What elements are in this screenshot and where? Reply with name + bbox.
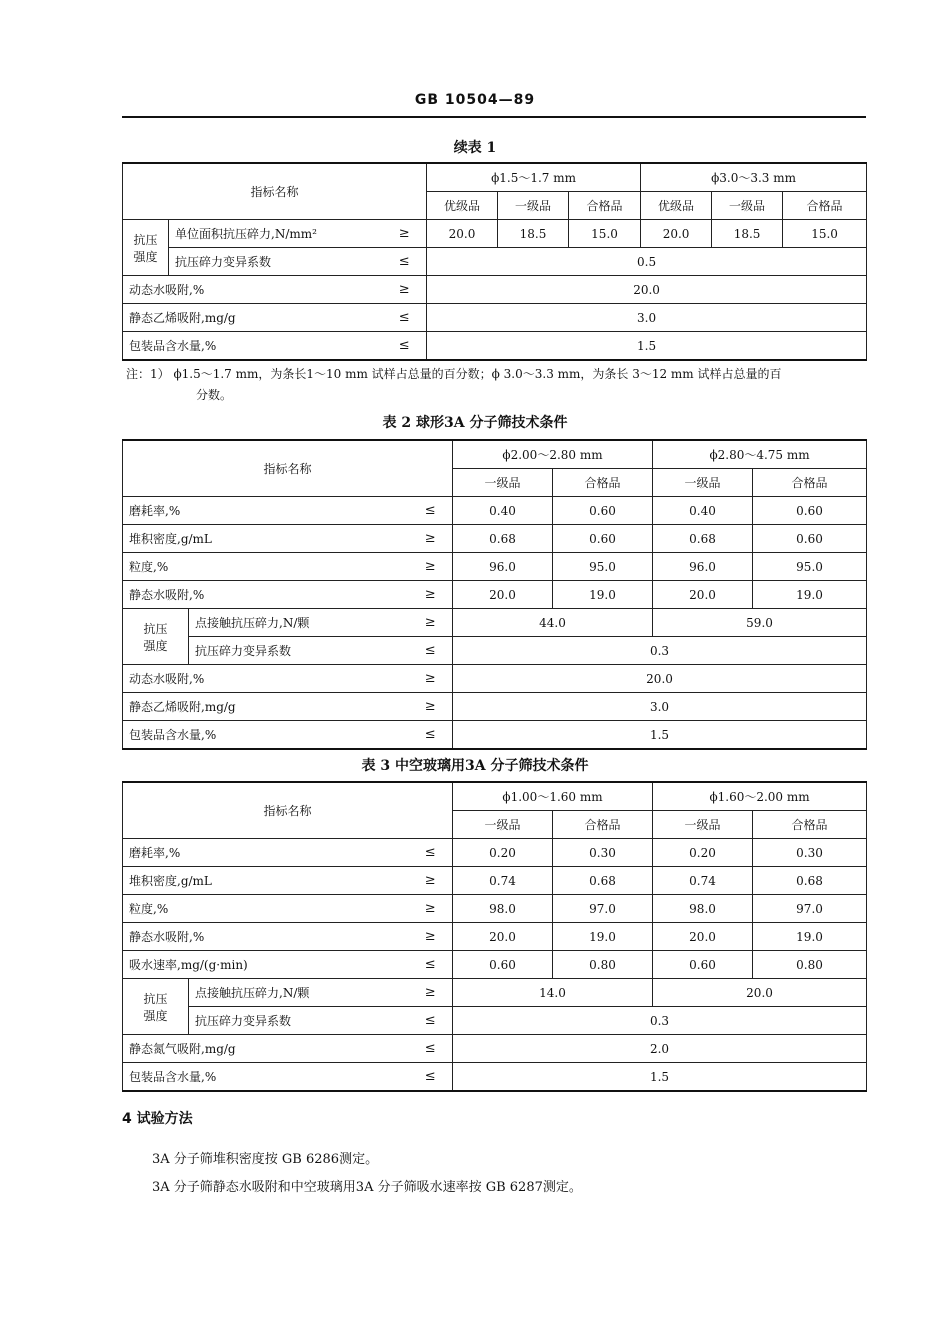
- cell-value: 20.0: [453, 665, 867, 693]
- cell-value: 97.0: [553, 895, 653, 923]
- cell-value: 0.60: [553, 497, 653, 525]
- row-name: 静态乙烯吸附,mg/g: [123, 304, 383, 332]
- cell-value: 0.74: [653, 867, 753, 895]
- table-row: [123, 839, 867, 867]
- cell-value: 0.68: [553, 867, 653, 895]
- cell-value: 2.0: [453, 1035, 867, 1063]
- grade-header: 一级品: [453, 469, 553, 497]
- table3: [122, 781, 867, 1092]
- table2: [122, 439, 867, 750]
- grade-header: 合格品: [753, 811, 867, 839]
- row-symbol: ≤: [409, 497, 453, 525]
- cell-value: 0.60: [753, 497, 867, 525]
- cell-value: 0.60: [453, 951, 553, 979]
- row-symbol: ≥: [409, 867, 453, 895]
- cell-value: 0.60: [553, 525, 653, 553]
- table3-name-header: 指标名称: [123, 782, 453, 839]
- section-4-paragraph: 3A 分子筛堆积密度按 GB 6286测定。: [152, 1152, 379, 1167]
- cell-value: 0.60: [653, 951, 753, 979]
- table1: [122, 162, 867, 361]
- row-name: 抗压碎力变异系数: [169, 248, 383, 276]
- row-symbol: ≤: [409, 1035, 453, 1063]
- cell-value: 15.0: [569, 220, 641, 248]
- table3-group-header: ϕ1.00～1.60 mm: [453, 782, 653, 811]
- cell-value: 15.0: [783, 220, 867, 248]
- row-symbol: ≥: [409, 665, 453, 693]
- table-row: [123, 693, 867, 721]
- table-row: [123, 637, 867, 665]
- row-name: 堆积密度,g/mL: [123, 525, 409, 553]
- cell-value: 98.0: [453, 895, 553, 923]
- grade-header: 合格品: [553, 811, 653, 839]
- cell-value: 0.68: [753, 867, 867, 895]
- table1-name-header: 指标名称: [123, 163, 427, 220]
- row-name: 吸水速率,mg/(g·min): [123, 951, 409, 979]
- section-4-paragraph: 3A 分子筛静态水吸附和中空玻璃用3A 分子筛吸水速率按 GB 6287测定。: [152, 1180, 582, 1195]
- table3-group-header: ϕ1.60～2.00 mm: [653, 782, 867, 811]
- row-symbol: ≤: [383, 332, 427, 361]
- row-name: 点接触抗压碎力,N/颗: [189, 979, 409, 1007]
- table-row: [123, 923, 867, 951]
- cell-value: 97.0: [753, 895, 867, 923]
- row-name: 堆积密度,g/mL: [123, 867, 409, 895]
- row-name: 静态水吸附,%: [123, 581, 409, 609]
- grade-header: 一级品: [498, 192, 569, 220]
- cell-value: 1.5: [453, 721, 867, 750]
- grade-header: 优级品: [641, 192, 712, 220]
- cell-value: 96.0: [653, 553, 753, 581]
- cell-value: 0.40: [453, 497, 553, 525]
- table-row: [123, 951, 867, 979]
- cell-value: 20.0: [453, 581, 553, 609]
- table-row: [123, 1007, 867, 1035]
- grade-header: 一级品: [653, 469, 753, 497]
- cell-value: 0.20: [653, 839, 753, 867]
- table1-caption: 续表 1: [453, 140, 497, 156]
- cell-value: 96.0: [453, 553, 553, 581]
- table1-group-header: ϕ3.0～3.3 mm: [641, 163, 867, 192]
- row-name: 包装品含水量,%: [123, 1063, 409, 1092]
- row-name: 单位面积抗压碎力,N/mm²: [169, 220, 383, 248]
- strength-group-label: 抗压 强度: [123, 609, 189, 665]
- cell-value: 0.68: [453, 525, 553, 553]
- cell-value: 0.60: [753, 525, 867, 553]
- grade-header: 一级品: [712, 192, 783, 220]
- row-symbol: ≥: [409, 895, 453, 923]
- cell-value: 0.20: [453, 839, 553, 867]
- cell-value: 0.80: [753, 951, 867, 979]
- cell-value: 14.0: [453, 979, 653, 1007]
- table1-note: [126, 364, 866, 406]
- grade-header: 一级品: [453, 811, 553, 839]
- row-symbol: ≥: [409, 525, 453, 553]
- table-row: [123, 248, 867, 276]
- row-name: 包装品含水量,%: [123, 332, 383, 361]
- table3-header-row: [123, 782, 867, 811]
- cell-value: 20.0: [641, 220, 712, 248]
- table2-header-row: [123, 440, 867, 469]
- table2-group-header: ϕ2.80～4.75 mm: [653, 440, 867, 469]
- cell-value: 3.0: [427, 304, 867, 332]
- cell-value: 20.0: [653, 581, 753, 609]
- row-symbol: ≥: [383, 220, 427, 248]
- table-row: [123, 1035, 867, 1063]
- table-row: [123, 867, 867, 895]
- table-row: [123, 525, 867, 553]
- row-name: 动态水吸附,%: [123, 276, 383, 304]
- row-symbol: ≤: [409, 839, 453, 867]
- cell-value: 95.0: [553, 553, 653, 581]
- row-symbol: ≤: [409, 1007, 453, 1035]
- cell-value: 18.5: [498, 220, 569, 248]
- standard-number: GB 10504—89: [414, 92, 536, 108]
- cell-value: 0.80: [553, 951, 653, 979]
- cell-value: 59.0: [653, 609, 867, 637]
- table-row: [123, 979, 867, 1007]
- table-row: [123, 220, 867, 248]
- cell-value: 18.5: [712, 220, 783, 248]
- cell-value: 19.0: [553, 581, 653, 609]
- cell-value: 20.0: [653, 923, 753, 951]
- table-row: [123, 497, 867, 525]
- row-symbol: ≥: [409, 979, 453, 1007]
- row-name: 磨耗率,%: [123, 497, 409, 525]
- row-symbol: ≤: [383, 304, 427, 332]
- table3-caption: 表 3 中空玻璃用3A 分子筛技术条件: [361, 758, 589, 774]
- table-row: [123, 553, 867, 581]
- table-row: [123, 895, 867, 923]
- cell-value: 0.3: [453, 1007, 867, 1035]
- cell-value: 19.0: [553, 923, 653, 951]
- table2-name-header: 指标名称: [123, 440, 453, 497]
- row-symbol: ≥: [409, 923, 453, 951]
- row-name: 静态氮气吸附,mg/g: [123, 1035, 409, 1063]
- row-name: 抗压碎力变异系数: [189, 637, 409, 665]
- cell-value: 3.0: [453, 693, 867, 721]
- table-row: [123, 609, 867, 637]
- row-name: 静态乙烯吸附,mg/g: [123, 693, 409, 721]
- grade-header: 一级品: [653, 811, 753, 839]
- cell-value: 98.0: [653, 895, 753, 923]
- strength-group-label: 抗压 强度: [123, 220, 169, 276]
- cell-value: 0.30: [553, 839, 653, 867]
- row-name: 粒度,%: [123, 895, 409, 923]
- header-rule: [122, 116, 866, 118]
- row-symbol: ≥: [409, 609, 453, 637]
- cell-value: 0.74: [453, 867, 553, 895]
- cell-value: 20.0: [427, 276, 867, 304]
- table-row: [123, 304, 867, 332]
- table-row: [123, 665, 867, 693]
- row-symbol: ≤: [409, 637, 453, 665]
- note-line: 分数。: [196, 388, 233, 402]
- row-name: 静态水吸附,%: [123, 923, 409, 951]
- grade-header: 合格品: [753, 469, 867, 497]
- row-symbol: ≥: [409, 693, 453, 721]
- cell-value: 19.0: [753, 923, 867, 951]
- cell-value: 20.0: [427, 220, 498, 248]
- cell-value: 95.0: [753, 553, 867, 581]
- row-name: 粒度,%: [123, 553, 409, 581]
- row-symbol: ≤: [409, 721, 453, 750]
- cell-value: 0.5: [427, 248, 867, 276]
- cell-value: 0.40: [653, 497, 753, 525]
- row-symbol: ≥: [383, 276, 427, 304]
- grade-header: 合格品: [569, 192, 641, 220]
- grade-header: 优级品: [427, 192, 498, 220]
- strength-group-label: 抗压 强度: [123, 979, 189, 1035]
- section-4-title: 4 试验方法: [122, 1111, 193, 1127]
- cell-value: 44.0: [453, 609, 653, 637]
- table1-group-header: ϕ1.5～1.7 mm: [427, 163, 641, 192]
- table-row: [123, 1063, 867, 1092]
- cell-value: 0.30: [753, 839, 867, 867]
- row-symbol: ≤: [409, 951, 453, 979]
- row-symbol: ≤: [383, 248, 427, 276]
- row-name: 磨耗率,%: [123, 839, 409, 867]
- table-row: [123, 276, 867, 304]
- cell-value: 19.0: [753, 581, 867, 609]
- table-row: [123, 721, 867, 750]
- row-name: 点接触抗压碎力,N/颗: [189, 609, 409, 637]
- row-name: 抗压碎力变异系数: [189, 1007, 409, 1035]
- cell-value: 0.3: [453, 637, 867, 665]
- table1-header-row: [123, 163, 867, 192]
- cell-value: 20.0: [653, 979, 867, 1007]
- cell-value: 1.5: [427, 332, 867, 361]
- cell-value: 1.5: [453, 1063, 867, 1092]
- row-name: 动态水吸附,%: [123, 665, 409, 693]
- cell-value: 0.68: [653, 525, 753, 553]
- cell-value: 20.0: [453, 923, 553, 951]
- table2-caption: 表 2 球形3A 分子筛技术条件: [382, 415, 568, 431]
- table-row: [123, 581, 867, 609]
- row-symbol: ≥: [409, 581, 453, 609]
- row-symbol: ≥: [409, 553, 453, 581]
- table2-group-header: ϕ2.00～2.80 mm: [453, 440, 653, 469]
- grade-header: 合格品: [783, 192, 867, 220]
- note-line: 注：1） ϕ1.5～1.7 mm，为条长1～10 mm 试样占总量的百分数；ϕ 3.0～3.3 mm，为条长 3～12 mm 试样占总量的百: [126, 367, 782, 381]
- row-symbol: ≤: [409, 1063, 453, 1092]
- table-row: [123, 332, 867, 361]
- row-name: 包装品含水量,%: [123, 721, 409, 750]
- grade-header: 合格品: [553, 469, 653, 497]
